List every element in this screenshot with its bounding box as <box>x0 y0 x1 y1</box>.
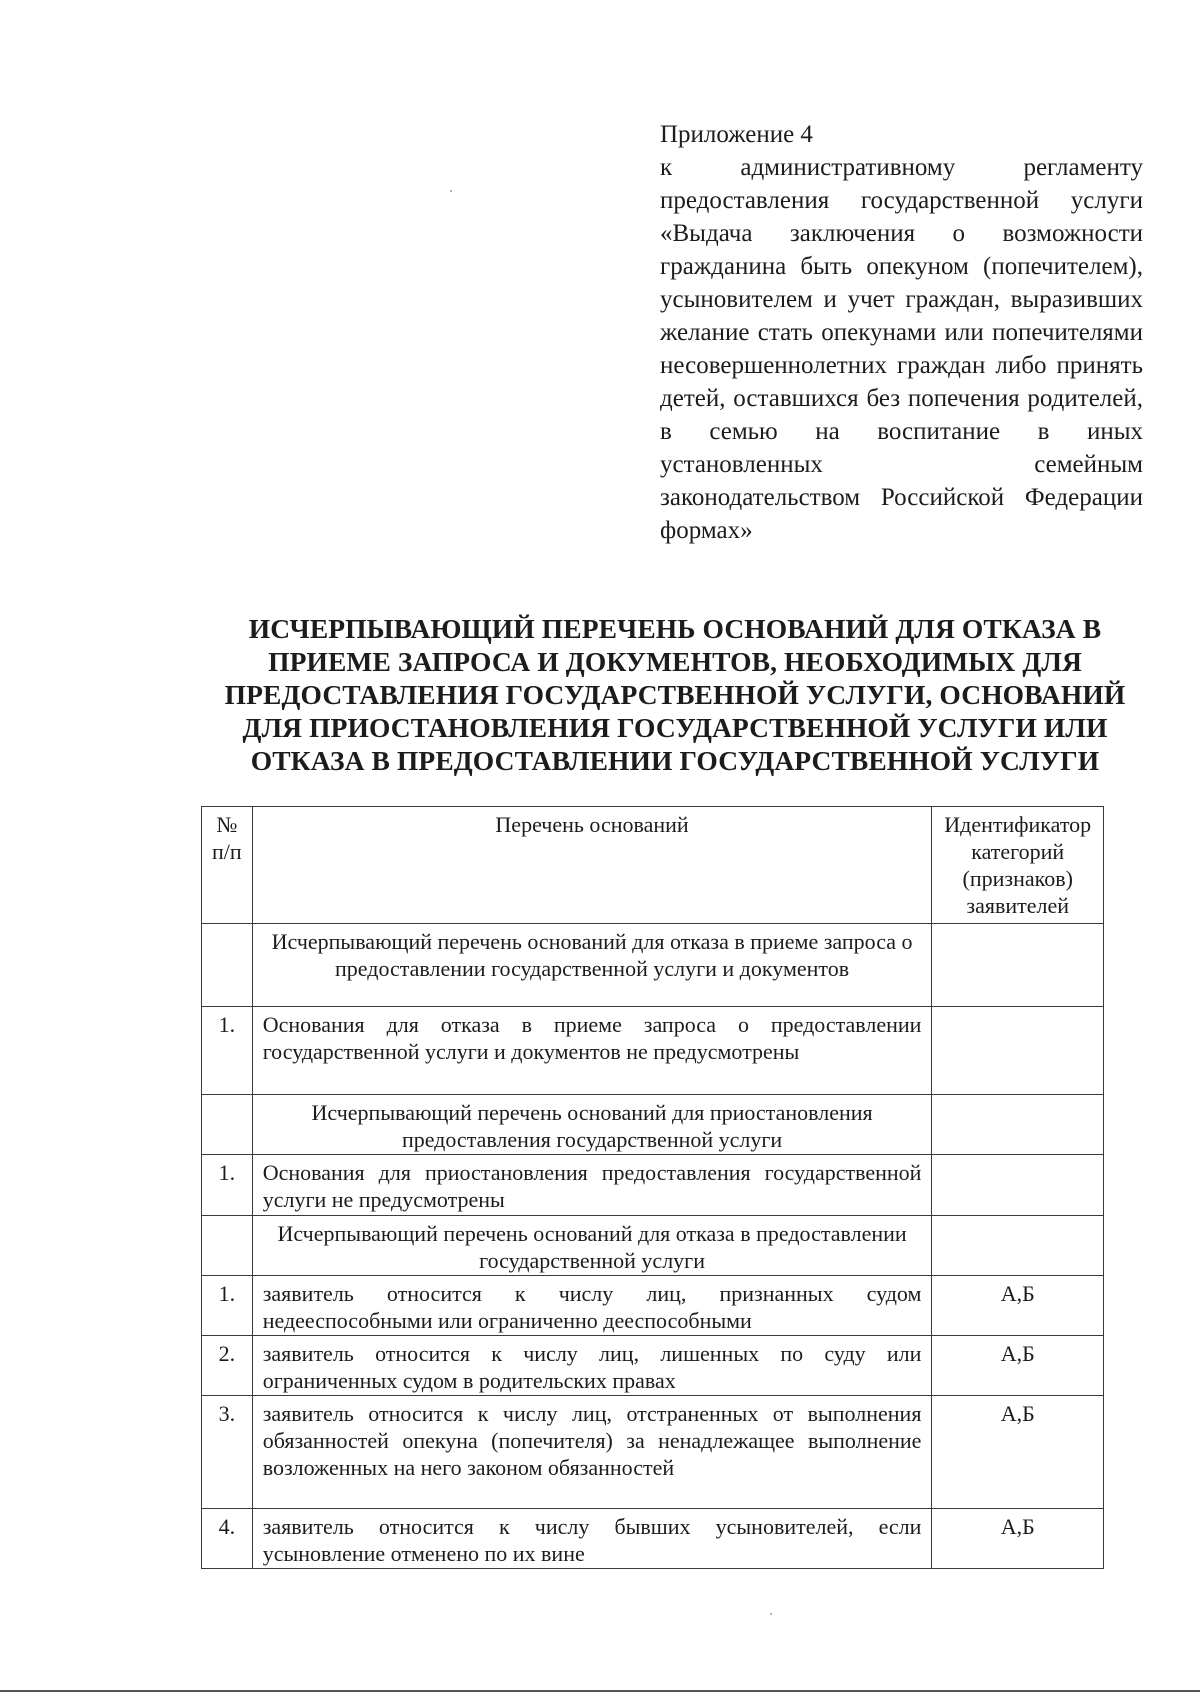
section-title: Исчерпывающий перечень оснований для отказа в приеме запроса о предоставлении государственной услуги и документов <box>252 924 932 1007</box>
row-text: Основания для отказа в приеме запроса о предоставлении государственной услуги и документов не предусмотрены <box>252 1007 932 1095</box>
section-id-empty <box>932 1095 1104 1155</box>
appendix-text: к административному регламенту предоставления государственной услуги «Выдача заключения о возможности гражданина быть опекуном (попечителем), усыновителем и учет граждан, выразивших желание стать опекунами или попечителями несовершеннолетних граждан либо принять детей, оставшихся без попечения родителей, в семью на воспитание в иных установленных семейным законодательством Российской Федерации формах» <box>660 154 1143 544</box>
row-id: А,Б <box>932 1396 1104 1509</box>
table-row <box>202 1509 1104 1569</box>
section-id-empty <box>932 924 1104 1007</box>
appendix-block <box>660 118 1143 547</box>
table-row <box>202 1007 1104 1095</box>
row-text: заявитель относится к числу лиц, признанных судом недееспособными или ограниченно дееспособными <box>252 1276 932 1336</box>
header-num: № п/п <box>202 807 253 924</box>
section-title-row <box>202 1095 1104 1155</box>
section-title: Исчерпывающий перечень оснований для отказа в предоставлении государственной услуги <box>252 1216 932 1276</box>
row-text: заявитель относится к числу лиц, лишенных по суду или ограниченных судом в родительских правах <box>252 1336 932 1396</box>
section-id-empty <box>932 1216 1104 1276</box>
table-row <box>202 1336 1104 1396</box>
section-title-row <box>202 924 1104 1007</box>
row-num: 3. <box>202 1396 253 1509</box>
table-header-row <box>202 807 1104 924</box>
row-num: 4. <box>202 1509 253 1569</box>
table-row <box>202 1155 1104 1216</box>
reasons-table <box>201 806 1104 1569</box>
section-title: Исчерпывающий перечень оснований для приостановления предоставления государственной услуги <box>252 1095 932 1155</box>
row-id <box>932 1155 1104 1216</box>
scan-speck <box>450 190 452 192</box>
row-num: 1. <box>202 1276 253 1336</box>
row-id <box>932 1007 1104 1095</box>
row-id: А,Б <box>932 1509 1104 1569</box>
section-num-empty <box>202 1216 253 1276</box>
header-reasons: Перечень оснований <box>252 807 932 924</box>
document-heading: ИСЧЕРПЫВАЮЩИЙ ПЕРЕЧЕНЬ ОСНОВАНИЙ ДЛЯ ОТКАЗА В ПРИЕМЕ ЗАПРОСА И ДОКУМЕНТОВ, НЕОБХОДИМЫХ ДЛЯ ПРЕДОСТАВЛЕНИЯ ГОСУДАРСТВЕННОЙ УСЛУГИ, ОСНОВАНИЙ ДЛЯ ПРИОСТАНОВЛЕНИЯ ГОСУДАРСТВЕННОЙ УСЛУГИ ИЛИ ОТКАЗА В ПРЕДОСТАВЛЕНИИ ГОСУДАРСТВЕННОЙ УСЛУГИ <box>224 613 1126 776</box>
scan-edge-line <box>0 1690 1200 1692</box>
scan-speck <box>770 1613 772 1615</box>
section-num-empty <box>202 924 253 1007</box>
section-num-empty <box>202 1095 253 1155</box>
table-row <box>202 1396 1104 1509</box>
row-id: А,Б <box>932 1276 1104 1336</box>
row-num: 1. <box>202 1155 253 1216</box>
section-title-row <box>202 1216 1104 1276</box>
header-identifier: Идентификатор категорий (признаков) заявителей <box>932 807 1104 924</box>
row-text: заявитель относится к числу бывших усыновителей, если усыновление отменено по их вине <box>252 1509 932 1569</box>
row-num: 1. <box>202 1007 253 1095</box>
row-id: А,Б <box>932 1336 1104 1396</box>
row-text: заявитель относится к числу лиц, отстраненных от выполнения обязанностей опекуна (попечителя) за ненадлежащее выполнение возложенных на него законом обязанностей <box>252 1396 932 1509</box>
table-row <box>202 1276 1104 1336</box>
appendix-title: Приложение 4 <box>660 121 813 148</box>
row-text: Основания для приостановления предоставления государственной услуги не предусмотрены <box>252 1155 932 1216</box>
row-num: 2. <box>202 1336 253 1396</box>
